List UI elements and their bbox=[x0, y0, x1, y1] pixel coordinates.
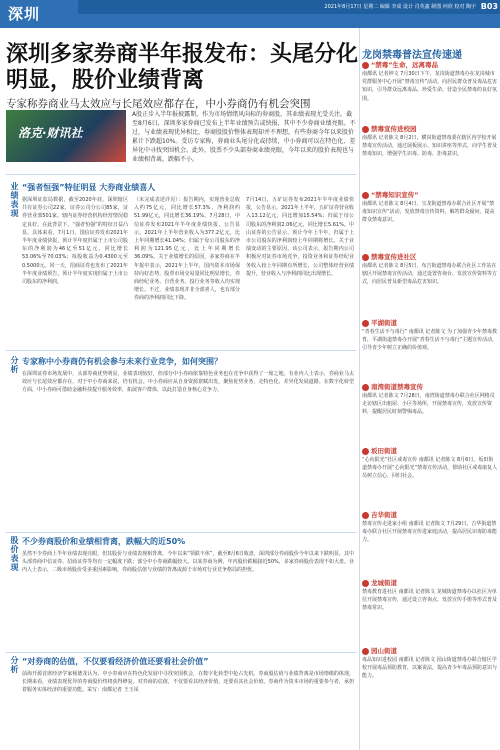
sidebar-heading: 园山街道 bbox=[362, 646, 397, 655]
sidebar-text: 南都讯 记者陈文 8月2日，横岗街道禁毒委在辖区内学校开展禁毒宣传活动，通过展板展示、知识讲座等形式，向学生普及禁毒知识，增强学生识毒、防毒、拒毒意识。 bbox=[362, 135, 498, 158]
bullet-icon bbox=[362, 580, 369, 587]
s3-text: 虽然不少券商上半年业绩表现亮眼，但其股价与业绩表现相背离。今年以来“领跌不休”，截至8月6日收盘，深圳部分券商股价今年以来下跌明显，其中头部券商中信证券、招商证券等均有一定幅度下跌；部分中小券商跌幅较大。以某券商为例，年内股价跌幅接近50%，多家券商股价表现不如大盘。业内人士表示，二级市场股价受多重因素影响，券商股估值与业绩的背离或源于市场对行业竞争格局的担忧。 bbox=[22, 551, 354, 574]
sidebar-text: 南都讯 记者陈文 8月5日，布吉街道禁毒办联合社区工作站在辖区开展禁毒宣传活动，通过设置咨询台、发放宣传资料等方式，向居民普及新型毒品危害知识。 bbox=[362, 263, 498, 286]
bullet-icon bbox=[362, 648, 369, 655]
divider bbox=[6, 532, 356, 533]
sidebar-heading: 禁毒宣传进校园 bbox=[362, 124, 417, 133]
sidebar-text: “青春生活不与毒行” 南都讯 记者陈文 为了加强青少年禁毒教育，平湖街道禁毒办开展“青春生活不与毒行”主题宣传活动，引导青少年树立正确的价值观。 bbox=[362, 329, 498, 352]
sidebar-heading: 龙城街道 bbox=[362, 578, 397, 587]
s2-label: 分析 bbox=[10, 356, 19, 374]
page-number: B03 bbox=[480, 2, 498, 11]
bullet-icon bbox=[362, 192, 369, 199]
s3-title: 不少券商股价和业绩相背离，跌幅大的近50% bbox=[22, 537, 186, 546]
sidebar-heading: 南湾街道禁毒宣传 bbox=[362, 382, 423, 391]
page-meta: 2021年8月17日 星期二 编辑 李成 设计 肖英鑫 制图 何欣 校对 陶宇 bbox=[324, 4, 476, 10]
sidebar-text: 南都讯 记者陈文 7月28日，南湾街道禁毒办联合社区网格员走访辖区出租屋、小区等场所，开展禁毒宣传，发放宣传资料，提醒居民时刻警惕毒品。 bbox=[362, 393, 495, 416]
column-divider bbox=[359, 28, 360, 750]
s4-text: 前海开源首席经济学家杨德龙认为，中小券商应在特色化发展中寻找突围机会，在数字化转型中抢占先机。券商股估值与业绩背离是市场情绪的体现，长期来看，业绩表现优异的券商股价终将获得修复。对券商的估值，不仅要看其经济价值，还要看其社会价值。券商作为资本市场的重要参与者，承担着服务实体经济的重要功能。采写：南都记者 王玉凤 bbox=[22, 671, 354, 694]
sidebar-heading: 坂田街道 bbox=[362, 446, 397, 455]
sidebar-text: 南都讯 记者钟文 7月30日下午，龙岗街道禁毒办在龙岗城市党群服务中心开展“禁毒宣传”活动，向居民群众普及毒品危害知识，引导群众远离毒品、珍爱生命，营造全民禁毒的良好氛围。 bbox=[362, 71, 498, 102]
sidebar-heading: “禁毒”生命，远离毒品 bbox=[362, 60, 438, 69]
bullet-icon bbox=[362, 254, 369, 261]
header-photo bbox=[6, 110, 126, 162]
s1-label: 业绩表现 bbox=[10, 182, 19, 218]
divider bbox=[6, 174, 356, 175]
sidebar-text: 禁毒宣传走进家小组 南都讯 记者陈文 7月29日，吉华街道禁毒办联合社区开展禁毒宣传进家庭活动，提高居民识毒防毒能力。 bbox=[362, 521, 498, 544]
bullet-icon bbox=[362, 126, 369, 133]
s2-text: 在深圳证券市场发展中，头部券商优势明显，业绩表现较好，但部分中小券商依靠特色业务也在竞争中获得了一席之地。有业内人士表示，券商业马太效应与长尾效应都存在，对于中小券商来说，仍有机会。中小券商应从自身资源禀赋出发，聚焦优势业务，走特色化、差异化发展道路。在数字化转型方面，中小券商可借助金融科技提升服务效率，拓展客户群体，以此打造自身核心竞争力。 bbox=[22, 371, 354, 394]
sidebar-text: 南都讯 记者陈文 8月4日，宝龙街道禁毒办联合社区开展“禁毒知识宣传”活动，发放禁毒宣传资料，解答群众疑问，提高群众禁毒意识。 bbox=[362, 201, 495, 224]
sidebar-text: 禁毒教育进社区 南都讯 记者陈文 龙城街道禁毒办以社区为单位开展禁毒宣传，通过设立咨询点、发放宣传手册等形式普及禁毒常识。 bbox=[362, 589, 498, 612]
photo-label: 洛克·财讯社 bbox=[18, 126, 83, 140]
sidebar-title: 龙岗禁毒普法宣传速递 bbox=[362, 50, 462, 61]
subheadline: 专家称券商业马太效应与长尾效应都存在，中小券商仍有机会突围 bbox=[6, 98, 311, 110]
s1-col3: 7月14日，五矿证券发布2021年半年度业绩快报，公告显示，2021年上半年，五矿证券营业收入13.12亿元，同比增加15.54%；归属于母公司股东的净利润2.06亿元，同比增长5.61%。中山证券的公告显示，预计今年上半年，归属于上市公司股东的净利润较上年同期将增长。关于业绩变动的主要原因，该公司表示，报告期内公司积极应对证券市场竞争，投资业务和证券经纪业务收入较上年同期有所增长，公司整体经营业绩提升，营业收入与净利润同比出现增长。 bbox=[246, 197, 354, 277]
s1-col2: （未完成表述详见）：报告期内，实现营业总收入约75亿元，同比增长57.3%，净利润约51.99亿元，同比增长36.19%。7月28日，中信证券发布2021年半年度业绩快报，公告显示，2021年上半年营业收入为377.2亿元，比上年同期增长41.04%；归属于母公司股东的净利润为121.95亿元，比上年同期增长36.09%。关于业绩增长的原因，多家券商在半年报中表示，2021年上半年，国内资本市场保持向好态势，股票市场交易量同比明显增长，券商经纪业务、自营业务、投行业务等收入均实现增长。不过，业绩表现并非全部喜人，也有部分券商的净利润同比下降。 bbox=[134, 197, 240, 302]
section-label: 深圳 bbox=[0, 0, 78, 28]
sidebar-heading: 禁毒宣传进社区 bbox=[362, 252, 417, 261]
divider bbox=[6, 652, 356, 653]
s4-label: 分析 bbox=[10, 656, 19, 674]
s3-label: 股价表现 bbox=[10, 536, 19, 572]
s2-title: 专家称中小券商仍有机会参与未来行业竞争，如何突围？ bbox=[22, 357, 222, 366]
bullet-icon bbox=[362, 512, 369, 519]
sidebar-heading: 吉华街道 bbox=[362, 510, 397, 519]
s4-title: “对券商的估值，不仅要看经济价值还要看社会价值” bbox=[22, 657, 209, 666]
sidebar-text: 毒品知识进校园 南都讯 记者陈文 园山街道禁毒办联合辖区学校开展毒品预防教育，以案说法，提高青少年毒品预防意识与能力。 bbox=[362, 657, 498, 680]
bullet-icon bbox=[362, 320, 369, 327]
s1-col1: 据深圳证监局数据，截至2020年底，深圳辖区共有证券公司22家，证券公司分公司85家，证券营业部501家。辖内证券经营机构经营情况稳定良好。在此背景下，“强者恒强”的特征日益凸显。具体来看，7月1日，国信证券发布2021年半年度业绩快报，预计半年度归属于上市公司股东的净利润为46亿至51亿元，同比增长53.06%至70.03%；每股收益为0.4300元至0.5000元。同一天，招商证券也发布了2021年半年度业绩预告，预计半年度实现归属于上市公司股东的净利润。 bbox=[22, 197, 128, 286]
bullet-icon bbox=[362, 448, 369, 455]
lead-paragraph: A股正步入半年报披露期，作为市场情绪风向标的券商股，其业绩表现尤受关注。截至8月6日，深圳多家券商已发布上半年业绩预告或快报，其中不少券商业绩亮眼。不过，与业绩表现优异相比，券商股股价整体表现却并不理想，有些券商今年以来股价累计下跌超10%。受访专家称，券商业头尾分化或持续，中小券商可以在特色化、差异化中寻找突围机会。此外，股票不少头部券商业绩亮眼，今年以来的股价表现也与业绩相背离，跌幅不小。 bbox=[132, 111, 356, 163]
s1-title: “强者恒强”特征明显 大券商业绩喜人 bbox=[22, 183, 156, 192]
sidebar-heading: 平湖街道 bbox=[362, 318, 397, 327]
divider bbox=[6, 350, 356, 351]
sidebar-text: “心向阳光”社区戒毒宣传 南都讯 记者陈文 8月6日，坂田街道禁毒办开展“心向阳光”禁毒宣传活动，帮助社区戒毒康复人员树立信心，回归社会。 bbox=[362, 457, 498, 480]
sidebar-heading: “禁毒知识宣传” bbox=[362, 190, 419, 199]
bullet-icon bbox=[362, 62, 369, 69]
bullet-icon bbox=[362, 384, 369, 391]
headline: 深圳多家券商半年报发布：头尾分化明显，股价业绩背离 bbox=[6, 42, 359, 93]
